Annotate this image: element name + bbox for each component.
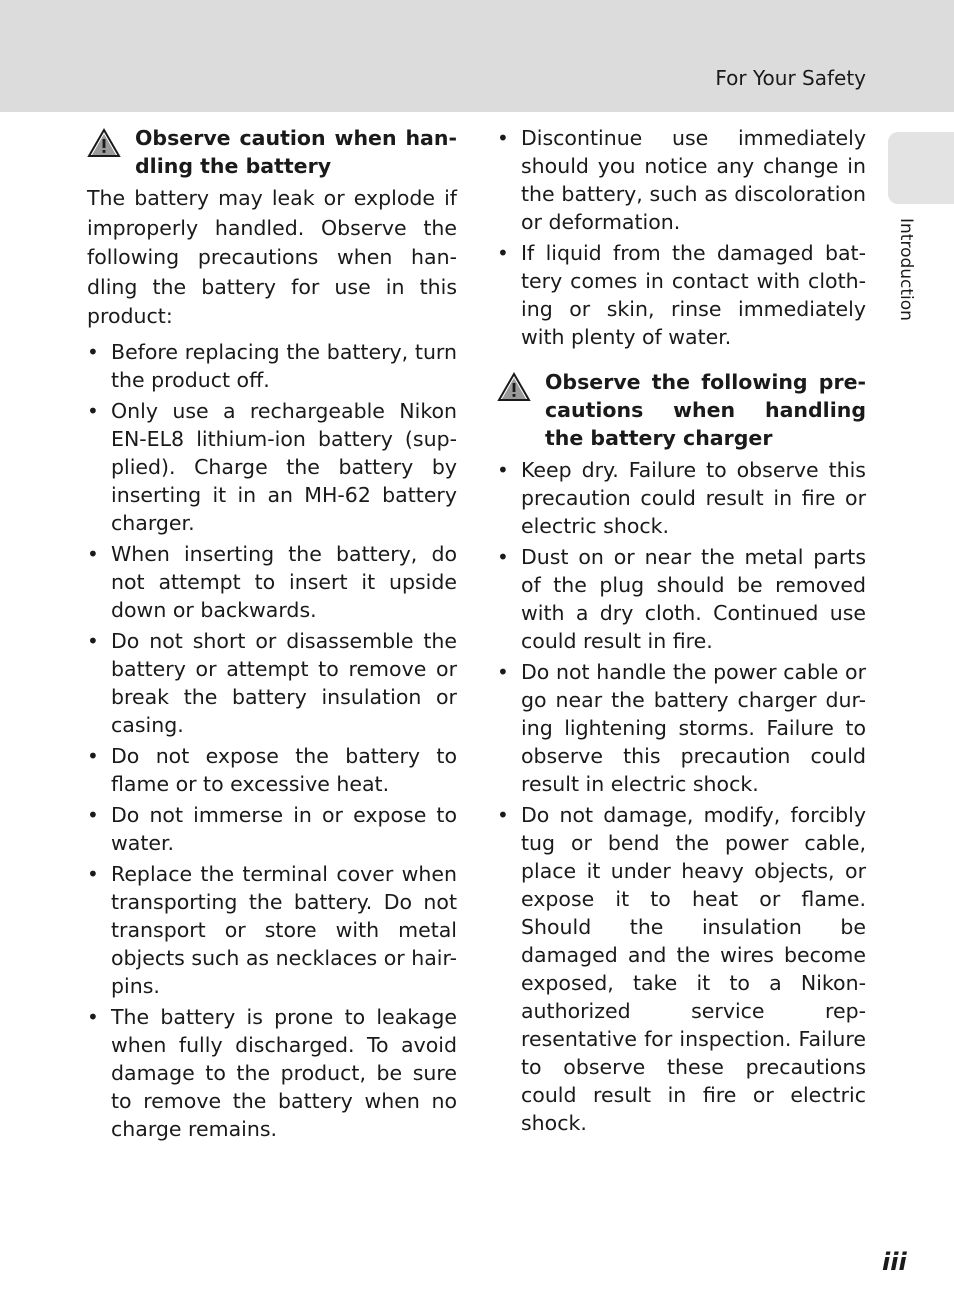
charger-caution-heading-text: Observe the following pre-cautions when handling the battery charger — [545, 370, 866, 450]
list-item-text: Do not expose the battery to flame or to excessive heat. — [111, 743, 457, 796]
bullet-icon: • — [87, 339, 99, 364]
bullet-icon: • — [497, 241, 509, 265]
list-item-text: The battery is prone to leakage when fully discharged. To avoid damage to the product, be sure to remove the battery when no charge remains. — [111, 1004, 457, 1141]
battery-precautions-continued-list — [497, 124, 866, 351]
bullet-icon: • — [87, 743, 99, 768]
list-item-text: Do not damage, modify, forcibly tug or bend the power cable, place it under heavy objects, or expose it to heat or flame. Should the insulation be damaged and the wires become exposed, take it to a Nikon-authorized service rep-resentative for inspection. Failure to observe these precautions could result in fire or electric shock. — [521, 803, 866, 1135]
list-item-text: Only use a rechargeable Nikon EN-EL8 lithium-ion battery (sup-plied). Charge the battery by inserting it in an MH-62 battery charger. — [111, 398, 457, 535]
list-item — [497, 801, 866, 1137]
right-column — [497, 124, 866, 1140]
list-item — [87, 627, 457, 739]
list-item — [497, 543, 866, 655]
bullet-icon: • — [497, 458, 509, 482]
bullet-icon: • — [497, 803, 509, 827]
battery-precautions-list — [87, 338, 457, 1143]
list-item-text: When inserting the battery, do not attempt to insert it upside down or backwards. — [111, 541, 457, 622]
list-item — [87, 397, 457, 537]
section-tab-label-wrap — [894, 218, 920, 338]
header-band — [0, 0, 954, 112]
list-item — [87, 1003, 457, 1143]
bullet-icon: • — [497, 660, 509, 684]
list-item-text: Do not handle the power cable or go near the battery charger dur-ing lightening storms. Failure to observe this precaution could result in electric shock. — [521, 660, 866, 796]
list-item — [87, 742, 457, 798]
charger-caution-heading — [497, 368, 866, 452]
list-item-text: Before replacing the battery, turn the product off. — [111, 339, 457, 392]
header-title: For Your Safety — [715, 66, 866, 90]
bullet-icon: • — [497, 545, 509, 569]
bullet-icon: • — [87, 861, 99, 886]
bullet-icon: • — [87, 1004, 99, 1029]
list-item — [87, 860, 457, 1000]
section-tab-label: Introduction — [896, 218, 916, 321]
bullet-icon: • — [87, 398, 99, 423]
left-column — [87, 124, 457, 1146]
warning-triangle-icon — [87, 128, 121, 158]
charger-precautions-list — [497, 456, 866, 1137]
battery-caution-heading-text: Observe caution when han-dling the battery — [135, 126, 457, 178]
bullet-icon: • — [87, 802, 99, 827]
list-item-text: Do not short or disassemble the battery or attempt to remove or break the battery insulation or casing. — [111, 628, 457, 737]
list-item — [497, 239, 866, 351]
list-item-text: If liquid from the damaged bat-tery comes in contact with cloth-ing or skin, rinse immediately with plenty of water. — [521, 241, 866, 349]
bullet-icon: • — [497, 126, 509, 150]
list-item — [497, 124, 866, 236]
list-item — [497, 456, 866, 540]
list-item — [87, 801, 457, 857]
list-item-text: Do not immerse in or expose to water. — [111, 802, 457, 855]
section-tab — [888, 132, 954, 204]
warning-triangle-icon — [497, 372, 531, 402]
list-item — [87, 338, 457, 394]
bullet-icon: • — [87, 541, 99, 566]
list-item — [87, 540, 457, 624]
list-item-text: Replace the terminal cover when transporting the battery. Do not transport or store with metal objects such as necklaces or hair-pins. — [111, 861, 457, 998]
list-item-text: Keep dry. Failure to observe this precaution could result in fire or electric shock. — [521, 458, 866, 538]
spacer — [497, 354, 866, 368]
list-item — [497, 658, 866, 798]
battery-caution-heading — [87, 124, 457, 180]
battery-intro: The battery may leak or explode if improperly handled. Observe the following precautions when han-dling the battery for use in this product: — [87, 186, 457, 328]
page-number: iii — [882, 1248, 907, 1276]
list-item-text: Discontinue use immediately should you notice any change in the battery, such as discoloration or deformation. — [521, 126, 866, 234]
bullet-icon: • — [87, 628, 99, 653]
list-item-text: Dust on or near the metal parts of the plug should be removed with a dry cloth. Continued use could result in fire. — [521, 545, 866, 653]
